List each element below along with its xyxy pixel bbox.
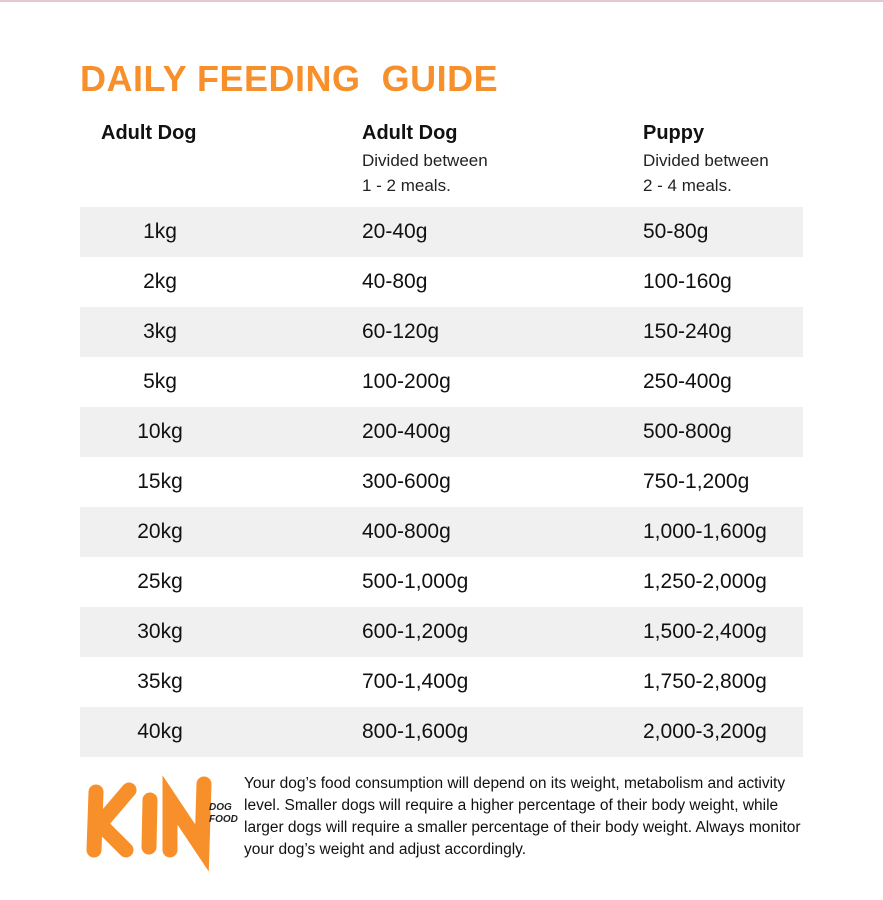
header-adult-sub2: 1 - 2 meals. [362,176,451,195]
adult-amount-cell: 100-200g [362,370,451,393]
weight-cell: 10kg [137,420,183,443]
table-row [80,307,803,357]
weight-cell: 1kg [143,220,177,243]
puppy-amount-cell: 1,000-1,600g [643,520,767,543]
weight-cell: 2kg [143,270,177,293]
adult-amount-cell: 200-400g [362,420,451,443]
adult-amount-cell: 300-600g [362,470,451,493]
weight-cell: 30kg [137,620,183,643]
table-row [80,707,803,757]
adult-amount-cell: 500-1,000g [362,570,469,593]
weight-cell: 35kg [137,670,183,693]
adult-amount-cell: 400-800g [362,520,451,543]
table-row [80,357,803,407]
puppy-amount-cell: 1,500-2,400g [643,620,767,643]
adult-amount-cell: 600-1,200g [362,620,469,643]
table-row [80,257,803,307]
weight-cell: 15kg [137,470,183,493]
header-weight: Adult Dog [101,122,197,144]
puppy-amount-cell: 2,000-3,200g [643,720,767,743]
puppy-amount-cell: 1,250-2,000g [643,570,767,593]
kin-logo [84,772,238,862]
adult-amount-cell: 700-1,400g [362,670,469,693]
table-row [80,457,803,507]
puppy-amount-cell: 1,750-2,800g [643,670,767,693]
table-row [80,507,803,557]
header-puppy-sub2: 2 - 4 meals. [643,176,732,195]
table-row [80,407,803,457]
puppy-amount-cell: 50-80g [643,220,709,243]
header-puppy: Puppy [643,122,705,144]
feeding-table [80,207,803,757]
header-adult-sub [362,148,488,198]
adult-amount-cell: 800-1,600g [362,720,469,743]
header-puppy-sub [643,148,769,198]
weight-cell: 3kg [143,320,177,343]
weight-cell: 20kg [137,520,183,543]
table-row [80,557,803,607]
table-row [80,607,803,657]
feeding-note: Your dog’s food consumption will depend on its weight, metabolism and activity level. Smaller dogs will require a higher percentage of their body weight, while larger dogs will require a smaller percentage of their body weight. Always monitor your dog’s weight and adjust accordingly. [244,775,801,858]
adult-amount-cell: 40-80g [362,270,428,293]
puppy-amount-cell: 500-800g [643,420,732,443]
page-title: DAILY FEEDING GUIDE [80,58,499,99]
puppy-amount-cell: 100-160g [643,270,732,293]
puppy-amount-cell: 750-1,200g [643,470,750,493]
header-puppy-sub1: Divided between [643,151,769,170]
weight-cell: 40kg [137,720,183,743]
table-row [80,207,803,257]
weight-cell: 5kg [143,370,177,393]
weight-cell: 25kg [137,570,183,593]
svg-text:DOG: DOG [209,802,232,813]
adult-amount-cell: 60-120g [362,320,440,343]
header-adult-sub1: Divided between [362,151,488,170]
adult-amount-cell: 20-40g [362,220,428,243]
puppy-amount-cell: 250-400g [643,370,732,393]
header-adult: Adult Dog [362,122,458,144]
puppy-amount-cell: 150-240g [643,320,732,343]
table-row [80,657,803,707]
svg-text:FOOD: FOOD [209,814,238,825]
